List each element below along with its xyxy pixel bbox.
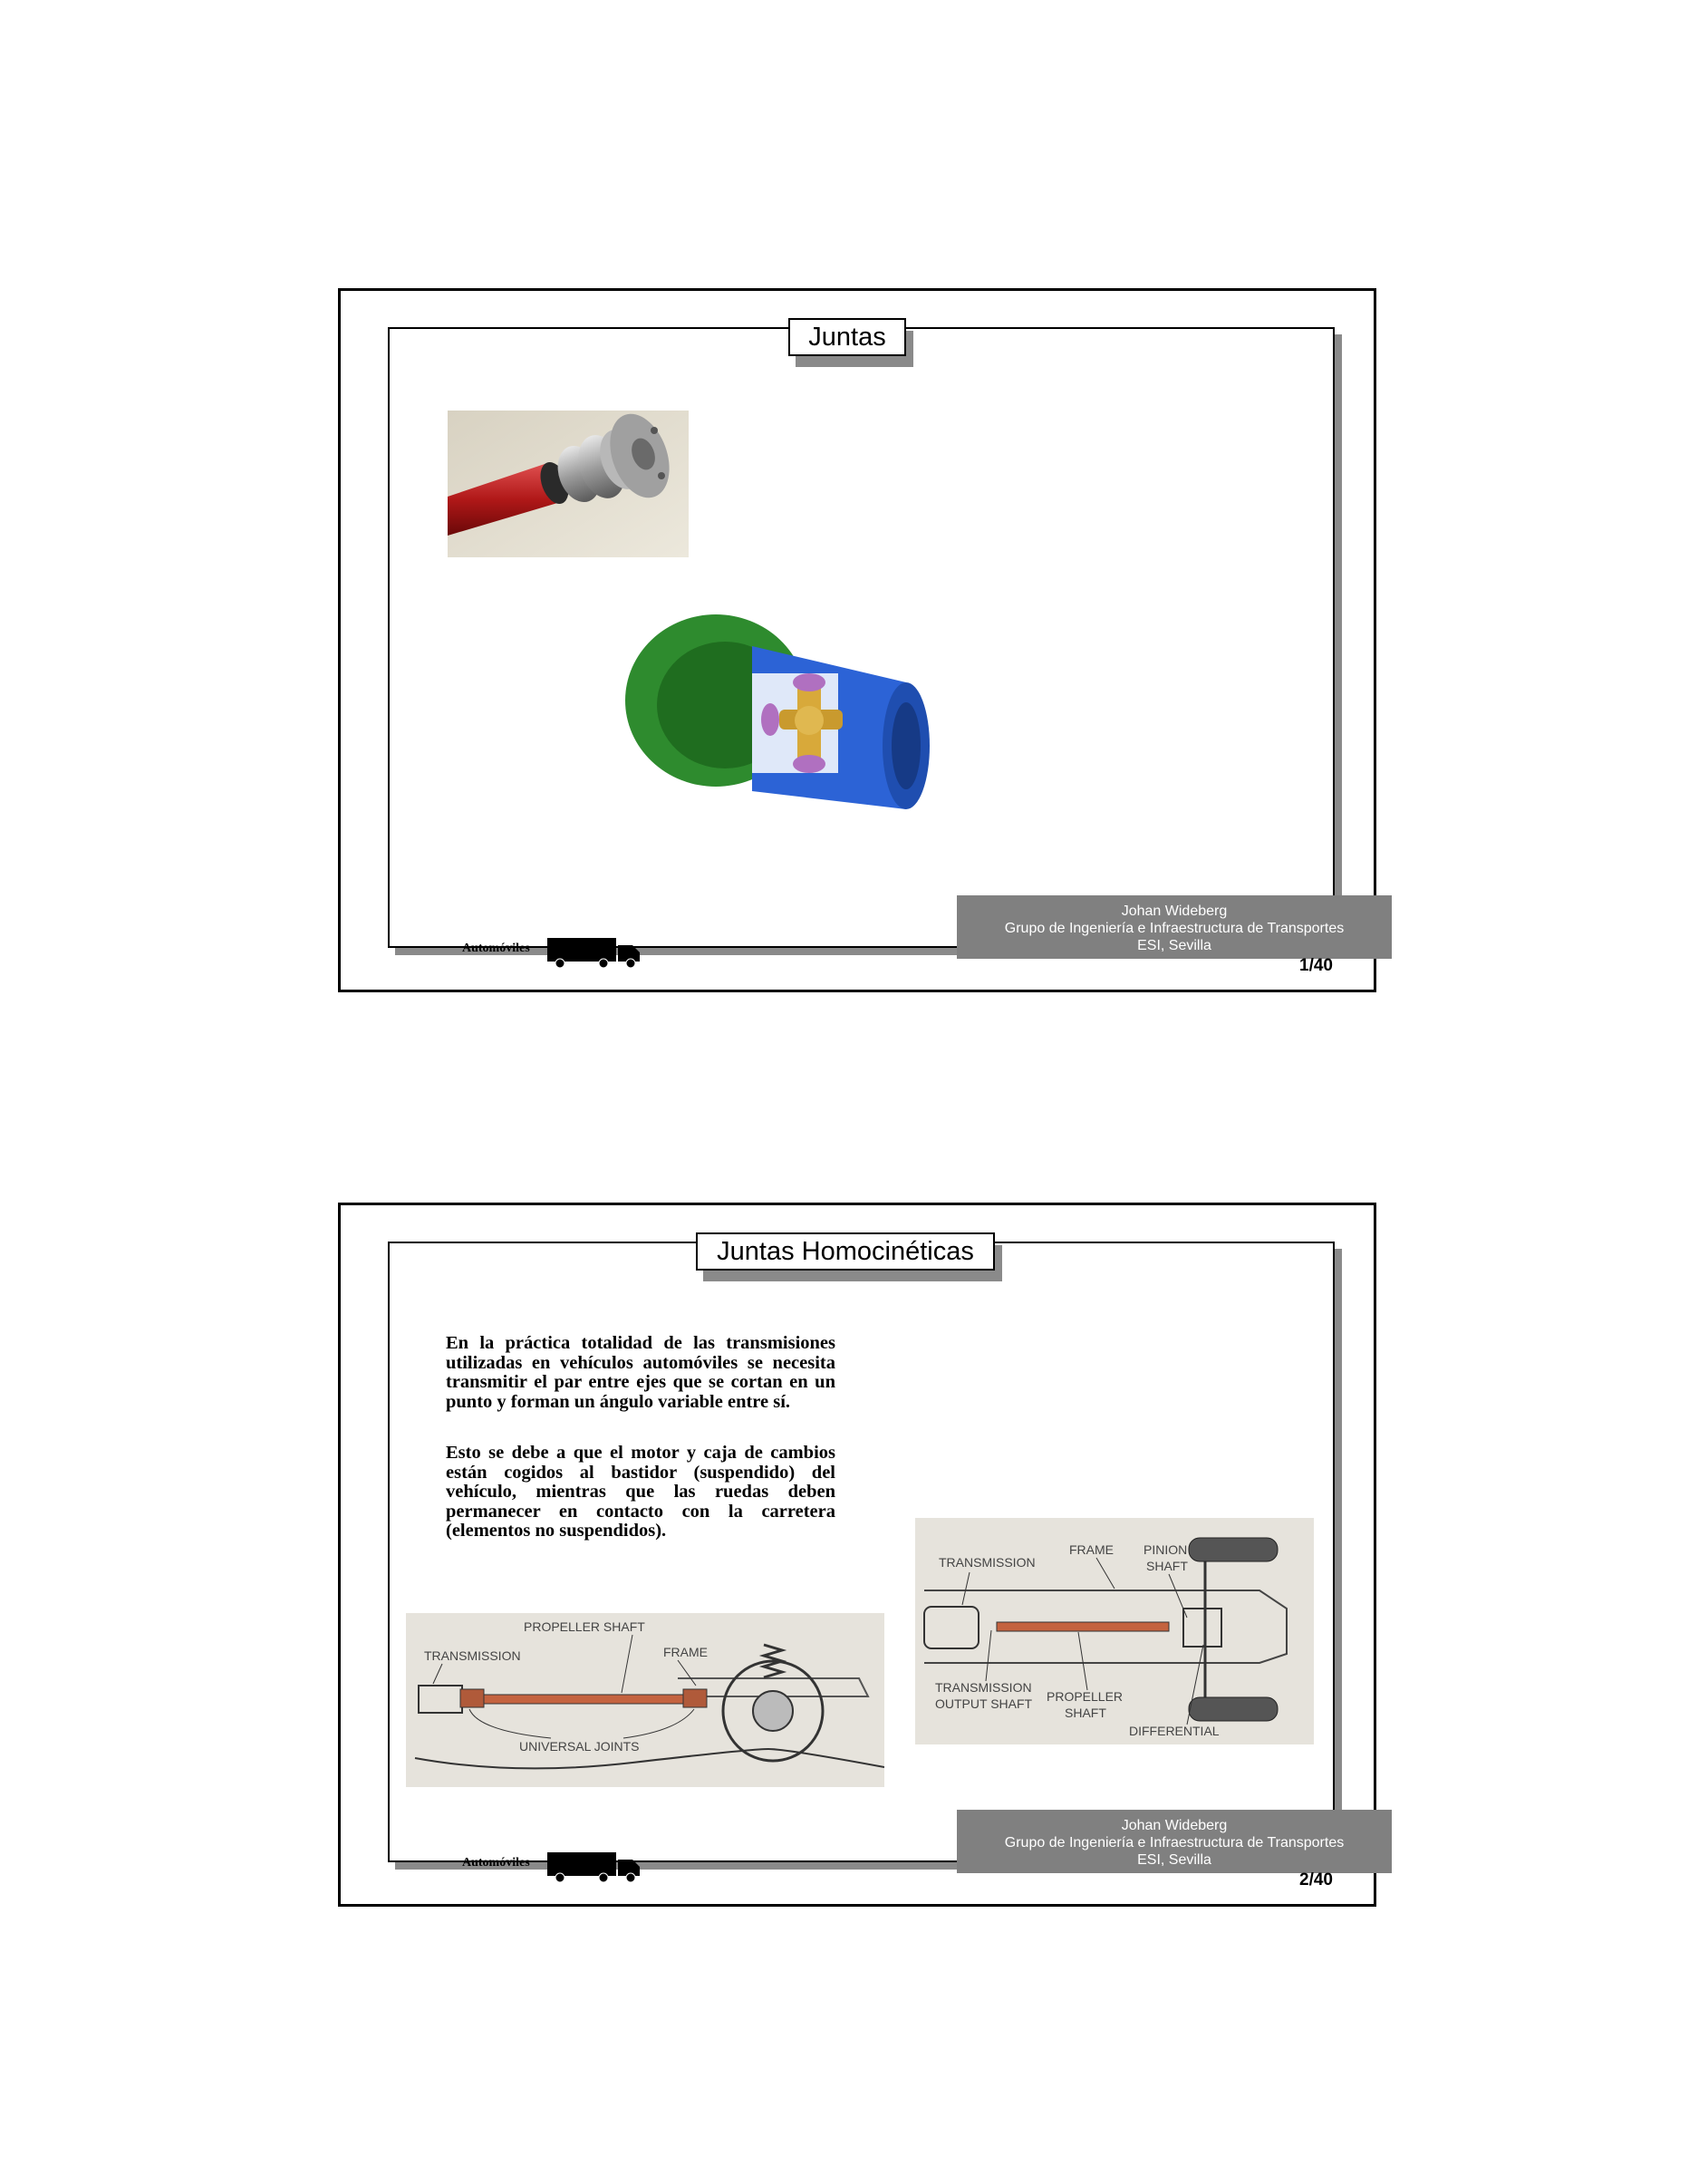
label-transmission-output: TRANSMISSION (935, 1680, 1032, 1695)
footer-label: Automóviles (462, 1856, 530, 1870)
cardan-shaft-photo (448, 411, 689, 557)
label-frame: FRAME (1069, 1542, 1114, 1557)
page-number: 2/40 (1299, 1870, 1333, 1889)
slide-title: Juntas (788, 318, 906, 356)
label-propeller-shaft: SHAFT (1065, 1706, 1106, 1720)
slide-1 (338, 288, 1376, 992)
author-box (957, 895, 1392, 959)
paragraph: En la práctica totalidad de las transmisiones utilizadas en vehículos automóviles se necesita transmitir el par entre ejes que se cortan en un punto y forman un ángulo variable entre sí. (446, 1333, 835, 1412)
truck-icon (547, 1851, 643, 1888)
body-text (446, 1334, 835, 1573)
author-group: Grupo de Ingeniería e Infraestructura de Transportes (1004, 1835, 1345, 1851)
truck-icon (547, 936, 643, 973)
slide-title: Juntas Homocinéticas (696, 1232, 995, 1271)
label-pinion: PINION (1143, 1542, 1188, 1557)
author-name: Johan Wideberg (1121, 1818, 1228, 1833)
label-pinion-shaft: SHAFT (1146, 1559, 1188, 1573)
label-universal-joints: UNIVERSAL JOINTS (519, 1739, 640, 1754)
label-transmission: TRANSMISSION (424, 1648, 521, 1663)
label-frame: FRAME (663, 1645, 708, 1659)
paragraph: Esto se debe a que el motor y caja de cambios están cogidos al bastidor (suspendido) del vehículo, mientras que las ruedas deben permanecer en contacto con la carretera (elementos no suspendidos). (446, 1443, 835, 1541)
author-school: ESI, Sevilla (1137, 1852, 1211, 1868)
drivetrain-side-diagram (406, 1613, 884, 1787)
author-box (957, 1810, 1392, 1873)
label-propeller-shaft: PROPELLER SHAFT (524, 1619, 645, 1634)
slide-panel (388, 1237, 1345, 1868)
footer-label: Automóviles (462, 942, 530, 955)
label-transmission: TRANSMISSION (939, 1555, 1036, 1570)
author-group: Grupo de Ingeniería e Infraestructura de Transportes (1004, 921, 1345, 936)
label-propeller: PROPELLER (1047, 1689, 1124, 1704)
author-name: Johan Wideberg (1121, 904, 1228, 919)
drivetrain-top-diagram (915, 1518, 1314, 1744)
slide-2 (338, 1203, 1376, 1907)
author-school: ESI, Sevilla (1137, 938, 1211, 953)
label-output-shaft: OUTPUT SHAFT (935, 1696, 1033, 1711)
label-differential: DIFFERENTIAL (1129, 1724, 1220, 1738)
universal-joint-3d-render (616, 610, 942, 846)
page-number: 1/40 (1299, 956, 1333, 975)
